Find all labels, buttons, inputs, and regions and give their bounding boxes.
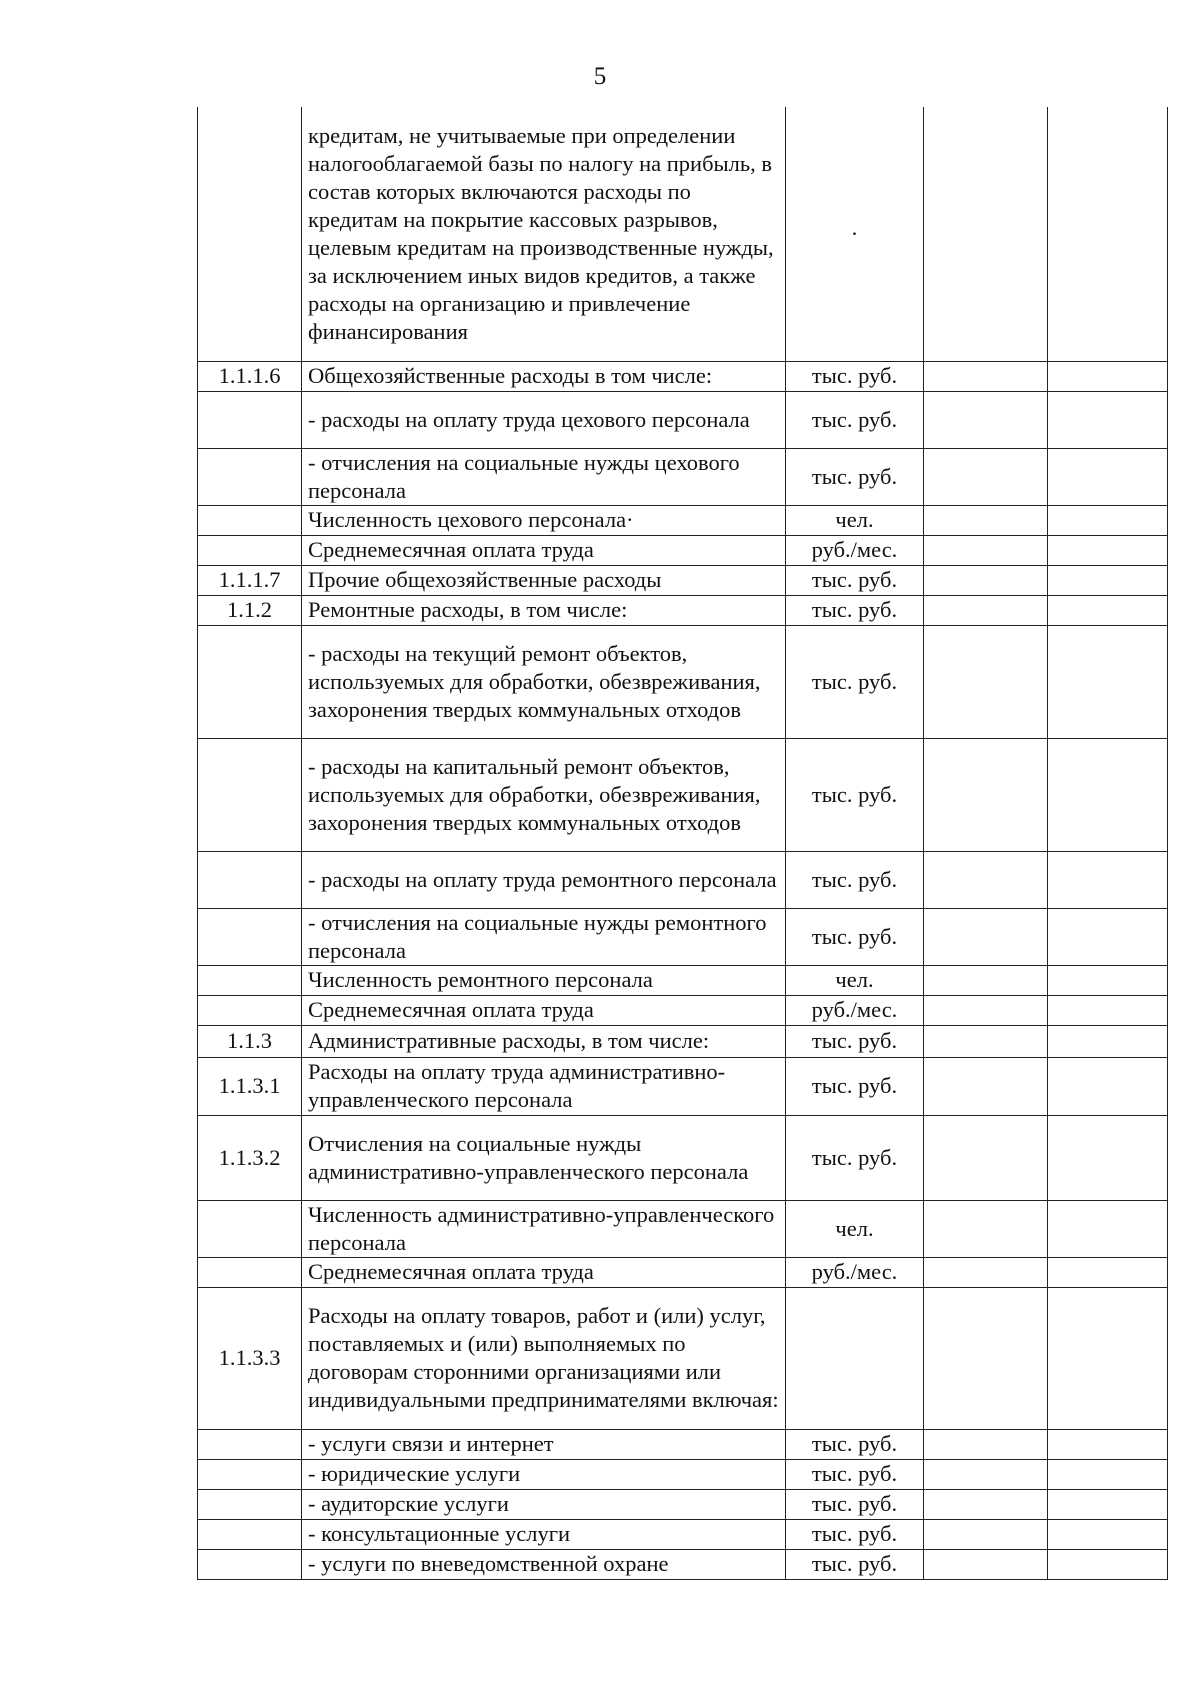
row-description: кредитам, не учитываемые при определении налогооблагаемой базы по налогу на прибыль, в состав которых включаются расходы по кредитам на покрытие кассовых разрывов, целевым кредитам на производственные нужды, за исключением иных видов кредитов, а также расходы на организацию и привлечение финансирования (302, 107, 786, 361)
row-code (198, 851, 302, 908)
row-code (198, 448, 302, 505)
row-unit: тыс. руб. (786, 1459, 924, 1489)
value-cell (924, 908, 1048, 965)
table-row (198, 361, 1168, 391)
row-unit: тыс. руб. (786, 1115, 924, 1200)
value-cell (1048, 1257, 1168, 1287)
value-cell (924, 1257, 1048, 1287)
page-number: 5 (593, 63, 607, 90)
row-unit: чел. (786, 505, 924, 535)
row-unit: руб./мес. (786, 535, 924, 565)
value-cell (1048, 1287, 1168, 1429)
value-cell (1048, 391, 1168, 448)
row-unit: тыс. руб. (786, 1489, 924, 1519)
row-description: - юридические услуги (302, 1459, 786, 1489)
row-code (198, 908, 302, 965)
value-cell (1048, 1115, 1168, 1200)
row-description: - расходы на оплату труда цехового персонала (302, 391, 786, 448)
table-row (198, 738, 1168, 851)
value-cell (1048, 1200, 1168, 1257)
row-unit: тыс. руб. (786, 625, 924, 738)
table-row (198, 391, 1168, 448)
row-unit: тыс. руб. (786, 738, 924, 851)
row-unit (786, 1287, 924, 1429)
value-cell (924, 565, 1048, 595)
value-cell (1048, 595, 1168, 625)
row-code (198, 1549, 302, 1579)
value-cell (924, 361, 1048, 391)
value-cell (924, 1429, 1048, 1459)
value-cell (924, 965, 1048, 995)
row-code (198, 1519, 302, 1549)
row-code (198, 1200, 302, 1257)
row-description: Расходы на оплату товаров, работ и (или) услуг, поставляемых и (или) выполняемых по договорам сторонними организациями или индивидуальными предпринимателями включая: (302, 1287, 786, 1429)
value-cell (924, 505, 1048, 535)
value-cell (1048, 965, 1168, 995)
value-cell (1048, 1519, 1168, 1549)
value-cell (924, 1115, 1048, 1200)
row-description: - расходы на капитальный ремонт объектов, используемых для обработки, обезвреживания, захоронения твердых коммунальных отходов (302, 738, 786, 851)
row-code (198, 965, 302, 995)
row-unit: тыс. руб. (786, 851, 924, 908)
row-description: - аудиторские услуги (302, 1489, 786, 1519)
value-cell (924, 448, 1048, 505)
row-description: Численность ремонтного персонала (302, 965, 786, 995)
row-description: - услуги связи и интернет (302, 1429, 786, 1459)
table-row (198, 595, 1168, 625)
row-unit: тыс. руб. (786, 1519, 924, 1549)
value-cell (924, 738, 1048, 851)
row-description: - услуги по вневедомственной охране (302, 1549, 786, 1579)
row-code: 1.1.3 (198, 1025, 302, 1057)
value-cell (1048, 361, 1168, 391)
row-code: 1.1.1.7 (198, 565, 302, 595)
row-code (198, 738, 302, 851)
value-cell (1048, 995, 1168, 1025)
row-description: - отчисления на социальные нужды ремонтного персонала (302, 908, 786, 965)
value-cell (1048, 1459, 1168, 1489)
row-code (198, 995, 302, 1025)
value-cell (1048, 738, 1168, 851)
table-row (198, 1200, 1168, 1257)
row-code: 1.1.3.3 (198, 1287, 302, 1429)
row-description: Ремонтные расходы, в том числе: (302, 595, 786, 625)
row-description: Среднемесячная оплата труда (302, 1257, 786, 1287)
value-cell (1048, 448, 1168, 505)
cost-table-body (198, 107, 1168, 1579)
row-description: - отчисления на социальные нужды цехового персонала (302, 448, 786, 505)
value-cell (1048, 505, 1168, 535)
row-code (198, 1429, 302, 1459)
row-code: 1.1.2 (198, 595, 302, 625)
row-unit: тыс. руб. (786, 448, 924, 505)
value-cell (924, 1459, 1048, 1489)
row-description: Численность административно-управленческого персонала (302, 1200, 786, 1257)
table-row (198, 535, 1168, 565)
row-description: Отчисления на социальные нужды административно-управленческого персонала (302, 1115, 786, 1200)
row-code (198, 107, 302, 361)
table-row (198, 1489, 1168, 1519)
row-description: - консультационные услуги (302, 1519, 786, 1549)
table-row (198, 1459, 1168, 1489)
row-code: 1.1.1.6 (198, 361, 302, 391)
row-unit: тыс. руб. (786, 1429, 924, 1459)
row-unit: чел. (786, 965, 924, 995)
value-cell (924, 851, 1048, 908)
value-cell (1048, 625, 1168, 738)
value-cell (924, 595, 1048, 625)
table-row (198, 448, 1168, 505)
value-cell (924, 995, 1048, 1025)
table-row (198, 1549, 1168, 1579)
value-cell (924, 1549, 1048, 1579)
row-unit: руб./мес. (786, 995, 924, 1025)
table-row (198, 1057, 1168, 1115)
row-description: Административные расходы, в том числе: (302, 1025, 786, 1057)
table-row (198, 565, 1168, 595)
row-code (198, 391, 302, 448)
table-row (198, 625, 1168, 738)
table-row (198, 995, 1168, 1025)
table-row (198, 1519, 1168, 1549)
value-cell (1048, 1025, 1168, 1057)
table-row (198, 505, 1168, 535)
row-code (198, 1459, 302, 1489)
value-cell (1048, 1549, 1168, 1579)
row-unit: руб./мес. (786, 1257, 924, 1287)
row-code (198, 1489, 302, 1519)
row-description: - расходы на текущий ремонт объектов, используемых для обработки, обезвреживания, захоронения твердых коммунальных отходов (302, 625, 786, 738)
row-description: Общехозяйственные расходы в том числе: (302, 361, 786, 391)
row-description: Прочие общехозяйственные расходы (302, 565, 786, 595)
row-unit: тыс. руб. (786, 1057, 924, 1115)
row-code (198, 505, 302, 535)
row-unit: тыс. руб. (786, 908, 924, 965)
row-description: Среднемесячная оплата труда (302, 995, 786, 1025)
row-description: Численность цехового персонала· (302, 505, 786, 535)
value-cell (924, 1057, 1048, 1115)
row-unit: тыс. руб. (786, 361, 924, 391)
table-row (198, 1257, 1168, 1287)
value-cell (1048, 1057, 1168, 1115)
row-description: Расходы на оплату труда административно-управленческого персонала (302, 1057, 786, 1115)
value-cell (924, 1200, 1048, 1257)
value-cell (924, 625, 1048, 738)
value-cell (1048, 1429, 1168, 1459)
value-cell (924, 1519, 1048, 1549)
table-row (198, 1025, 1168, 1057)
value-cell (1048, 908, 1168, 965)
table-row (198, 851, 1168, 908)
cost-table (197, 107, 1168, 1580)
row-unit: тыс. руб. (786, 595, 924, 625)
row-code (198, 535, 302, 565)
value-cell (924, 1489, 1048, 1519)
value-cell (1048, 565, 1168, 595)
value-cell (924, 535, 1048, 565)
row-description: - расходы на оплату труда ремонтного персонала (302, 851, 786, 908)
row-code: 1.1.3.2 (198, 1115, 302, 1200)
row-code (198, 1257, 302, 1287)
row-unit: чел. (786, 1200, 924, 1257)
table-row (198, 107, 1168, 361)
table-row (198, 965, 1168, 995)
value-cell (1048, 1489, 1168, 1519)
value-cell (924, 107, 1048, 361)
value-cell (924, 391, 1048, 448)
value-cell (1048, 535, 1168, 565)
row-description: Среднемесячная оплата труда (302, 535, 786, 565)
row-unit: тыс. руб. (786, 391, 924, 448)
row-code (198, 625, 302, 738)
row-code: 1.1.3.1 (198, 1057, 302, 1115)
row-unit: · (786, 107, 924, 361)
table-row (198, 1115, 1168, 1200)
value-cell (924, 1025, 1048, 1057)
table-row (198, 908, 1168, 965)
row-unit: тыс. руб. (786, 1549, 924, 1579)
table-row (198, 1429, 1168, 1459)
row-unit: тыс. руб. (786, 1025, 924, 1057)
row-unit: тыс. руб. (786, 565, 924, 595)
value-cell (924, 1287, 1048, 1429)
value-cell (1048, 851, 1168, 908)
table-row (198, 1287, 1168, 1429)
value-cell (1048, 107, 1168, 361)
